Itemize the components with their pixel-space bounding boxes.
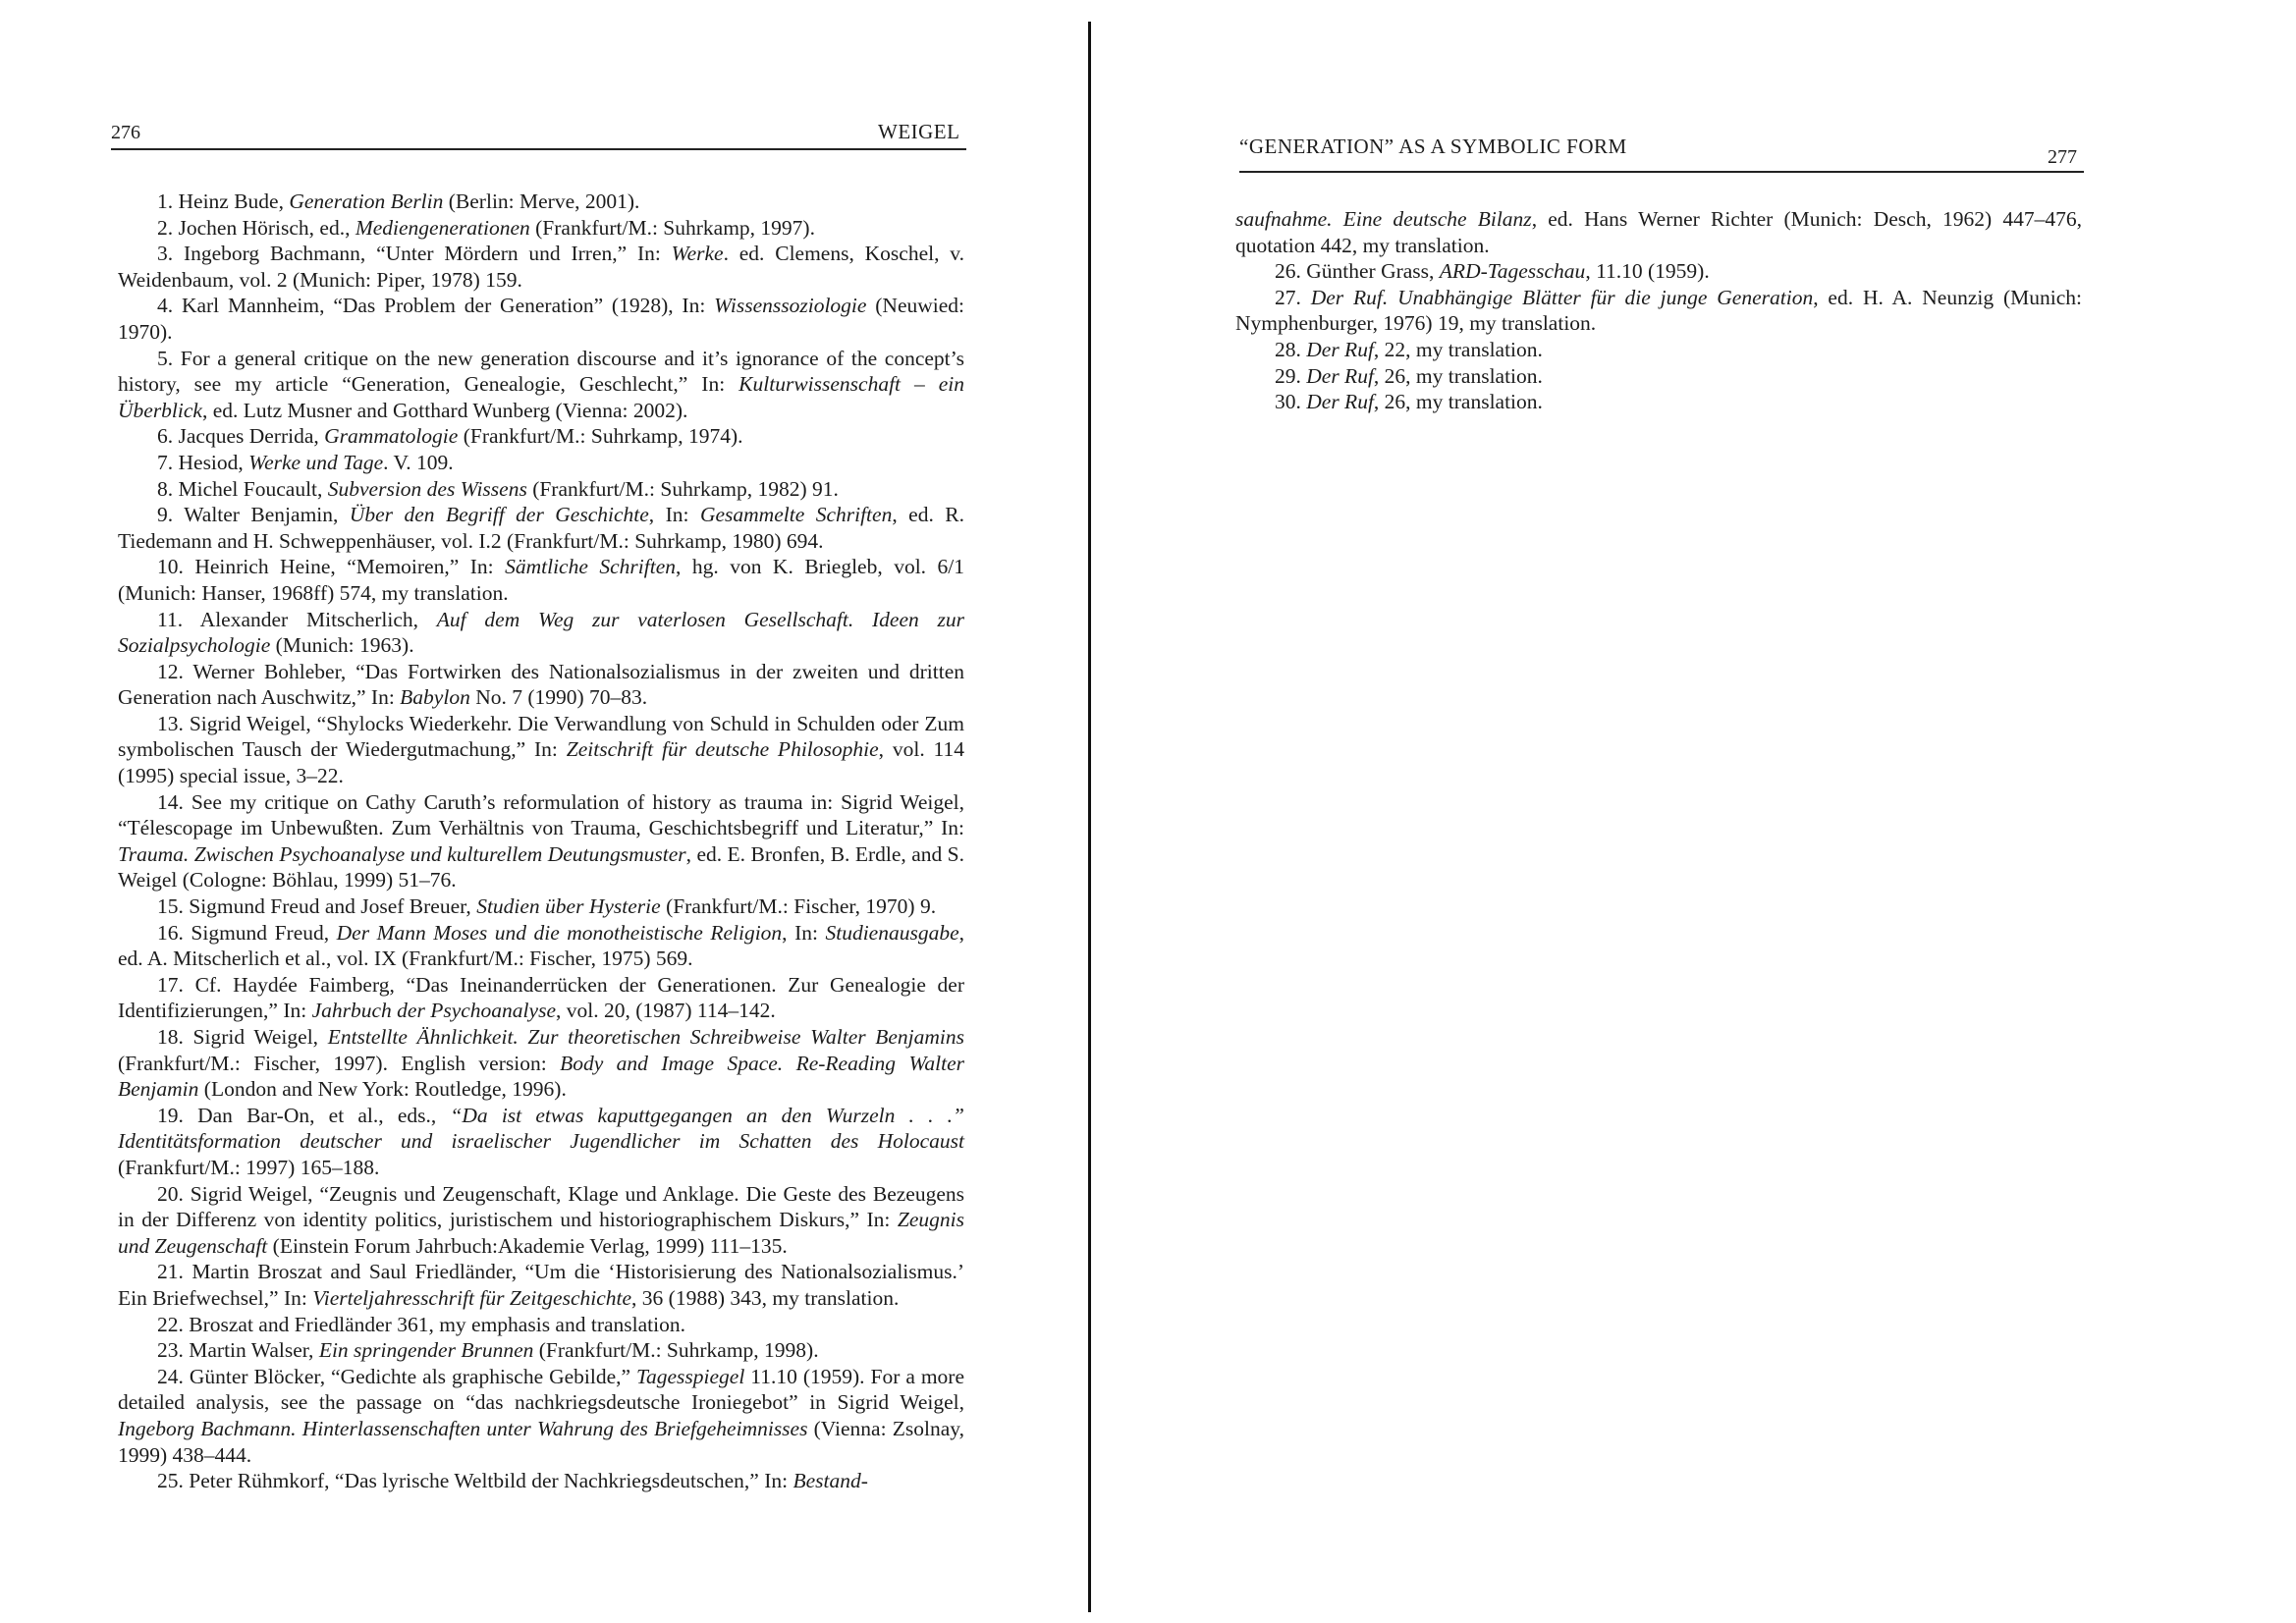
note-title: Ingeborg Bachmann. Hinterlassenschaften unter Wahrung des Briefgeheimnisses xyxy=(118,1416,808,1440)
footnote-16 xyxy=(118,920,964,972)
note-title: Jahrbuch der Psychoanalyse xyxy=(311,999,556,1023)
note-text: Heinrich Heine, “Memoiren,” In: xyxy=(194,555,506,579)
note-title: Auf dem Weg zur vaterlosen Gesellschaft. Ideen zur Sozialpsychologie xyxy=(118,607,965,658)
footnote-number: 29. xyxy=(1275,363,1301,388)
footnote-9 xyxy=(118,502,964,554)
right-running-head: “GENERATION” AS A SYMBOLIC FORM xyxy=(1239,135,1627,158)
note-text: Sigrid Weigel, “Zeugnis und Zeugenschaft, Klage und Anklage. Die Geste des Bezeugens in der Differenz von identity politics, juristischem und historiographischem Diskurs,” In: xyxy=(118,1181,964,1232)
note-text: Martin Walser, xyxy=(189,1338,319,1363)
note-title: Babylon xyxy=(400,685,470,710)
note-title: Zeitschrift für deutsche Philosophie xyxy=(566,737,879,762)
footnote-number: 14. xyxy=(157,789,184,814)
note-text: , ed. A. Mitscherlich et al., vol. IX (Frankfurt/M.: Fischer, 1975) 569. xyxy=(118,920,964,971)
right-page-number: 277 xyxy=(2048,146,2077,168)
note-text: Martin Broszat and Saul Friedländer, “Um die ‘Historisierung des Nationalsozialismus.’ Ein Briefwechsel,” In: xyxy=(118,1260,965,1310)
note-title: Werke xyxy=(671,242,724,266)
note-text: , vol. 20, (1987) 114–142. xyxy=(555,999,776,1023)
note-text: , 26, my translation. xyxy=(1373,363,1543,388)
note-title: Vierteljahresschrift für Zeitgeschichte xyxy=(312,1285,632,1310)
note-text: Jochen Hörisch, ed., xyxy=(178,215,355,240)
note-title: Der Mann Moses und die monotheistische Religion xyxy=(336,920,783,945)
footnote-11 xyxy=(118,607,964,659)
note-text: Walter Benjamin, xyxy=(184,503,350,527)
footnote-number: 26. xyxy=(1275,259,1301,284)
note-text: (Berlin: Merve, 2001). xyxy=(443,189,640,213)
footnote-5 xyxy=(118,346,964,424)
footnote-number: 25. xyxy=(157,1469,184,1493)
note-text: Günther Grass, xyxy=(1306,259,1440,284)
note-text: Sigmund Freud, xyxy=(191,920,337,945)
note-text: Hesiod, xyxy=(178,450,249,474)
note-text: , ed. R. Tiedemann and H. Schweppenhäuser, vol. I.2 (Frankfurt/M.: Suhrkamp, 1980) 694. xyxy=(118,503,964,553)
right-notes xyxy=(1235,206,2082,415)
note-text: (Einstein Forum Jahrbuch:Akademie Verlag, 1999) 111–135. xyxy=(267,1233,788,1258)
note-text: , 11.10 (1959). xyxy=(1585,259,1710,284)
note-text: , 36 (1988) 343, my translation. xyxy=(631,1285,900,1310)
note-text: , vol. 114 (1995) special issue, 3–22. xyxy=(118,737,964,788)
footnote-number: 20. xyxy=(157,1181,184,1206)
footnote-4 xyxy=(118,293,964,345)
footnote-22 xyxy=(118,1312,964,1338)
footnote-number: 15. xyxy=(157,894,184,919)
note-text: , hg. von K. Briegleb, vol. 6/1 (Munich: Hanser, 1968ff) 574, my translation. xyxy=(118,555,964,605)
note-title: Subversion des Wissens xyxy=(327,476,527,501)
footnote-20 xyxy=(118,1181,964,1260)
note-text: , ed. Hans Werner Richter (Munich: Desch, 1962) 447–476, quotation 442, my translation. xyxy=(1235,207,2082,257)
footnote-number: 16. xyxy=(157,920,184,945)
note-continuation xyxy=(1235,206,2082,258)
left-running-head: WEIGEL xyxy=(878,120,960,143)
note-text: , ed. H. A. Neunzig (Munich: Nymphenburger, 1976) 19, my translation. xyxy=(1235,285,2082,336)
note-text: (Frankfurt/M.: 1997) 165–188. xyxy=(118,1155,380,1179)
note-text: Sigmund Freud and Josef Breuer, xyxy=(189,894,477,919)
right-head-rule xyxy=(1239,171,2084,173)
note-text: Cf. Haydée Faimberg, “Das Ineinanderrücken der Generationen. Zur Genealogie der Identifizierungen,” In: xyxy=(118,972,964,1023)
footnote-number: 12. xyxy=(157,659,184,683)
note-title: Generation Berlin xyxy=(289,189,444,213)
note-text: Jacques Derrida, xyxy=(178,424,325,449)
footnote-number: 24. xyxy=(157,1364,184,1388)
note-title: Wissenssoziologie xyxy=(714,294,867,318)
note-title: Werke und Tage xyxy=(248,450,384,474)
footnote-29 xyxy=(1235,363,2082,390)
note-text: , In: xyxy=(648,503,700,527)
left-page-number: 276 xyxy=(111,122,140,143)
footnote-number: 21. xyxy=(157,1260,184,1284)
note-title: Gesammelte Schriften xyxy=(699,503,893,527)
note-text: (Vienna: Zsolnay, 1999) 438–444. xyxy=(118,1416,964,1467)
footnote-26 xyxy=(1235,258,2082,285)
note-text: , ed. Lutz Musner and Gotthard Wunberg (Vienna: 2002). xyxy=(201,398,688,422)
footnote-number: 9. xyxy=(157,503,174,527)
note-title: Der Ruf xyxy=(1306,337,1374,361)
footnote-19 xyxy=(118,1103,964,1181)
note-title: Der Ruf xyxy=(1306,363,1374,388)
footnote-27 xyxy=(1235,285,2082,337)
note-text: No. 7 (1990) 70–83. xyxy=(469,685,648,710)
footnote-28 xyxy=(1235,337,2082,363)
footnote-number: 17. xyxy=(157,972,184,997)
note-title: Über den Begriff der Geschichte xyxy=(349,503,649,527)
note-title: Bestand- xyxy=(793,1469,868,1493)
note-text: Dan Bar-On, et al., eds., xyxy=(197,1103,451,1127)
note-text: , In: xyxy=(782,920,826,945)
note-text: . ed. Clemens, Koschel, v. Weidenbaum, vol. 2 (Munich: Piper, 1978) 159. xyxy=(118,242,964,292)
note-title: Studienausgabe xyxy=(825,920,959,945)
footnote-14 xyxy=(118,789,964,893)
note-text: . V. 109. xyxy=(383,450,454,474)
footnote-1 xyxy=(118,189,964,215)
note-text: Sigrid Weigel, “Shylocks Wiederkehr. Die Verwandlung von Schuld in Schulden oder Zum symbolischen Tausch der Wiedergutmachung,” In: xyxy=(118,711,964,762)
footnote-18 xyxy=(118,1024,964,1103)
note-title: Der Ruf xyxy=(1306,390,1374,414)
note-text: (London and New York: Routledge, 1996). xyxy=(198,1077,567,1102)
footnote-number: 30. xyxy=(1275,390,1301,414)
note-text: (Munich: 1963). xyxy=(270,633,414,658)
page-gutter xyxy=(1088,22,1091,1612)
left-page xyxy=(0,0,1085,1623)
note-text: (Frankfurt/M.: Suhrkamp, 1997). xyxy=(529,215,815,240)
footnote-24 xyxy=(118,1364,964,1468)
footnote-number: 7. xyxy=(157,450,174,474)
footnote-number: 19. xyxy=(157,1103,184,1127)
footnote-number: 11. xyxy=(157,607,184,631)
footnote-25 xyxy=(118,1468,964,1494)
note-text: Ingeborg Bachmann, “Unter Mördern und Irren,” In: xyxy=(183,242,672,266)
footnote-number: 3. xyxy=(157,242,174,266)
footnote-7 xyxy=(118,450,964,476)
footnote-6 xyxy=(118,423,964,450)
note-text: Michel Foucault, xyxy=(178,476,328,501)
footnote-21 xyxy=(118,1259,964,1311)
note-text: See my critique on Cathy Caruth’s reformulation of history as trauma in: Sigrid Weigel, “Télescopage im Unbewußten. Zum Verhältnis von Trauma, Geschichtsbegriff und Literatur,” In: xyxy=(118,789,965,840)
note-title: Studien über Hysterie xyxy=(476,894,661,919)
note-text: , ed. E. Bronfen, B. Erdle, and S. Weigel (Cologne: Böhlau, 1999) 51–76. xyxy=(118,841,964,893)
footnote-number: 28. xyxy=(1275,337,1301,361)
note-text: Werner Bohleber, “Das Fortwirken des Nationalsozialismus in der zweiten und dritten Generation nach Auschwitz,” In: xyxy=(118,659,964,710)
footnote-13 xyxy=(118,711,964,789)
note-title: saufnahme. Eine deutsche Bilanz xyxy=(1235,207,1532,231)
note-text: Sigrid Weigel, xyxy=(192,1025,328,1049)
note-text: , 22, my translation. xyxy=(1373,337,1543,361)
footnote-3 xyxy=(118,241,964,293)
left-head-rule xyxy=(111,148,966,150)
note-title: ARD-Tagesschau xyxy=(1439,259,1586,284)
footnote-number: 6. xyxy=(157,424,174,449)
note-title: Mediengenerationen xyxy=(355,215,530,240)
note-text: Karl Mannheim, “Das Problem der Generation” (1928), In: xyxy=(181,294,715,318)
footnote-2 xyxy=(118,215,964,242)
footnote-number: 5. xyxy=(157,346,174,370)
note-text: (Frankfurt/M.: Fischer, 1997). English version: xyxy=(118,1051,561,1075)
left-notes xyxy=(118,189,964,1494)
footnote-number: 2. xyxy=(157,215,174,240)
note-text: (Frankfurt/M.: Suhrkamp, 1982) 91. xyxy=(526,476,839,501)
footnote-number: 4. xyxy=(157,294,174,318)
note-title: Tagesspiegel xyxy=(636,1364,745,1388)
note-title: Der Ruf. Unabhängige Blätter für die junge Generation xyxy=(1310,285,1814,309)
note-text: , 26, my translation. xyxy=(1373,390,1543,414)
footnote-number: 10. xyxy=(157,555,184,579)
note-title: Zeugnis und Zeugenschaft xyxy=(118,1208,964,1258)
note-text: Heinz Bude, xyxy=(178,189,290,213)
footnote-number: 22. xyxy=(157,1312,184,1336)
footnote-10 xyxy=(118,554,964,606)
footnote-23 xyxy=(118,1337,964,1364)
note-title: Entstellte Ähnlichkeit. Zur theoretischen Schreibweise Walter Benjamins xyxy=(327,1025,965,1049)
note-title: Trauma. Zwischen Psychoanalyse und kulturellem Deutungsmuster xyxy=(118,841,686,866)
right-page xyxy=(1092,0,2296,1623)
note-text: 11.10 (1959). For a more detailed analysis, see the passage on “das nachkriegsdeutsche Ironiegebot” in Sigrid Weigel, xyxy=(118,1364,964,1415)
footnote-8 xyxy=(118,476,964,503)
footnote-number: 1. xyxy=(157,189,174,213)
footnote-number: 27. xyxy=(1275,285,1301,309)
footnote-number: 18. xyxy=(157,1025,184,1049)
note-text: Günter Blöcker, “Gedichte als graphische Gebilde,” xyxy=(189,1364,637,1388)
footnote-number: 13. xyxy=(157,711,184,735)
note-text: Peter Rühmkorf, “Das lyrische Weltbild der Nachkriegsdeutschen,” In: xyxy=(189,1469,793,1493)
footnote-15 xyxy=(118,893,964,920)
note-text: (Neuwied: 1970). xyxy=(118,294,964,344)
note-text: (Frankfurt/M.: Suhrkamp, 1998). xyxy=(533,1338,819,1363)
footnote-17 xyxy=(118,972,964,1024)
note-title: Body and Image Space. Re-Reading Walter Benjamin xyxy=(118,1051,964,1102)
note-title: “Da ist etwas kaputtgegangen an den Wurzeln . . .” Identitätsformation deutscher und israelischer Jugendlicher im Schatten des Holocaust xyxy=(118,1103,965,1154)
note-title: Sämtliche Schriften xyxy=(505,555,676,579)
note-text: For a general critique on the new generation discourse and it’s ignorance of the concept’s history, see my article “Generation, Genealogie, Geschlecht,” In: xyxy=(118,346,964,397)
note-text: Broszat and Friedländer 361, my emphasis and translation. xyxy=(189,1312,685,1336)
note-text: (Frankfurt/M.: Suhrkamp, 1974). xyxy=(458,424,743,449)
footnote-number: 8. xyxy=(157,476,174,501)
footnote-30 xyxy=(1235,389,2082,415)
note-title: Kulturwissenschaft – ein Überblick xyxy=(118,372,964,422)
note-text: Alexander Mitscherlich, xyxy=(199,607,437,631)
footnote-number: 23. xyxy=(157,1338,184,1363)
note-title: Ein springender Brunnen xyxy=(318,1338,534,1363)
footnote-12 xyxy=(118,659,964,711)
note-title: Grammatologie xyxy=(324,424,459,449)
note-text: (Frankfurt/M.: Fischer, 1970) 9. xyxy=(660,894,937,919)
